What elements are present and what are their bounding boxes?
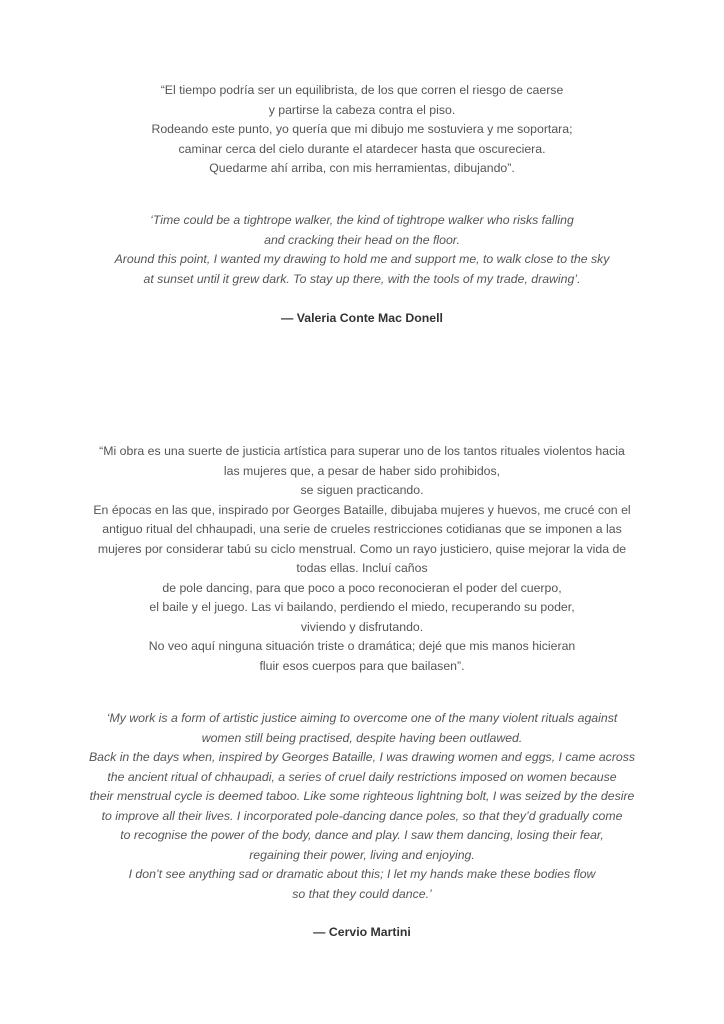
- quote-line: el baile y el juego. Las vi bailando, perdiendo el miedo, recuperando su poder,: [149, 600, 575, 614]
- quote-line: to recognise the power of the body, dance and play. I saw them dancing, losing their fear,: [120, 828, 604, 842]
- quote-line: “El tiempo podría ser un equilibrista, de los que corren el riesgo de caerse: [160, 83, 564, 97]
- quote-2-spanish: [0, 442, 724, 676]
- quote-line: viviendo y disfrutando.: [300, 619, 424, 634]
- attribution: — Cervio Martini: [313, 925, 411, 939]
- quote-line: Rodeando este punto, yo quería que mi dibujo me sostuviera y me soportara;: [151, 122, 573, 136]
- quote-2-attribution-block: [0, 923, 724, 943]
- quote-line: women still being practised, despite having been outlawed.: [201, 730, 523, 745]
- quote-line: y partirse la cabeza contra el piso.: [268, 102, 456, 117]
- quote-line: ‘Time could be a tightrope walker, the kind of tightrope walker who risks falling: [150, 213, 574, 227]
- quote-line: todas ellas. Incluí caños: [296, 561, 428, 575]
- quote-line: Quedarme ahí arriba, con mis herramientas, dibujando”.: [209, 161, 515, 175]
- quote-line: fluir esos cuerpos para que bailasen”.: [259, 658, 465, 673]
- quote-line: I don’t see anything sad or dramatic about this; I let my hands make these bodies flow: [128, 867, 596, 881]
- quote-2-english: [0, 709, 724, 904]
- quote-1-english: [0, 211, 724, 289]
- quote-line: No veo aquí ninguna situación triste o dramática; dejé que mis manos hicieran: [148, 639, 576, 653]
- quote-line: ‘My work is a form of artistic justice aiming to overcome one of the many violent rituals against: [106, 711, 618, 725]
- quote-line: so that they could dance.’: [292, 886, 432, 901]
- quote-line: to improve all their lives. I incorporated pole-dancing dance poles, so that they’d gradually come: [101, 808, 623, 823]
- quote-line: their menstrual cycle is deemed taboo. Like some righteous lightning bolt, I was seized by the desire: [89, 789, 635, 803]
- quote-1-attribution-block: [0, 309, 724, 329]
- quote-line: mujeres por considerar tabú su ciclo menstrual. Como un rayo justiciero, quise mejorar la vida de: [97, 541, 627, 556]
- quote-line: de pole dancing, para que poco a poco reconocieran el poder del cuerpo,: [162, 580, 562, 595]
- quote-line: regaining their power, living and enjoying.: [249, 847, 475, 862]
- quote-line: Around this point, I wanted my drawing to hold me and support me, to walk close to the sky: [114, 252, 610, 266]
- quote-line: at sunset until it grew dark. To stay up there, with the tools of my trade, drawing’.: [143, 271, 581, 286]
- quote-line: “Mi obra es una suerte de justicia artística para superar uno de los tantos rituales violentos hacia: [99, 444, 625, 458]
- quote-line: Back in the days when, inspired by Georges Bataille, I was drawing women and eggs, I came across: [88, 750, 636, 764]
- quote-line: se siguen practicando.: [300, 483, 424, 497]
- quote-line: and cracking their head on the floor.: [264, 232, 460, 247]
- quote-1-spanish: [0, 81, 724, 179]
- quote-line: caminar cerca del cielo durante el atardecer hasta que oscureciera.: [178, 141, 546, 156]
- quote-line: En épocas en las que, inspirado por Georges Bataille, dibujaba mujeres y huevos, me crucé con el: [93, 502, 631, 517]
- quote-line: the ancient ritual of chhaupadi, a series of cruel daily restrictions imposed on women because: [107, 769, 617, 784]
- attribution: — Valeria Conte Mac Donell: [281, 311, 443, 325]
- quote-line: antiguo ritual del chhaupadi, una serie de crueles restricciones cotidianas que se imponen a las: [102, 522, 622, 536]
- quote-line: las mujeres que, a pesar de haber sido prohibidos,: [223, 463, 501, 478]
